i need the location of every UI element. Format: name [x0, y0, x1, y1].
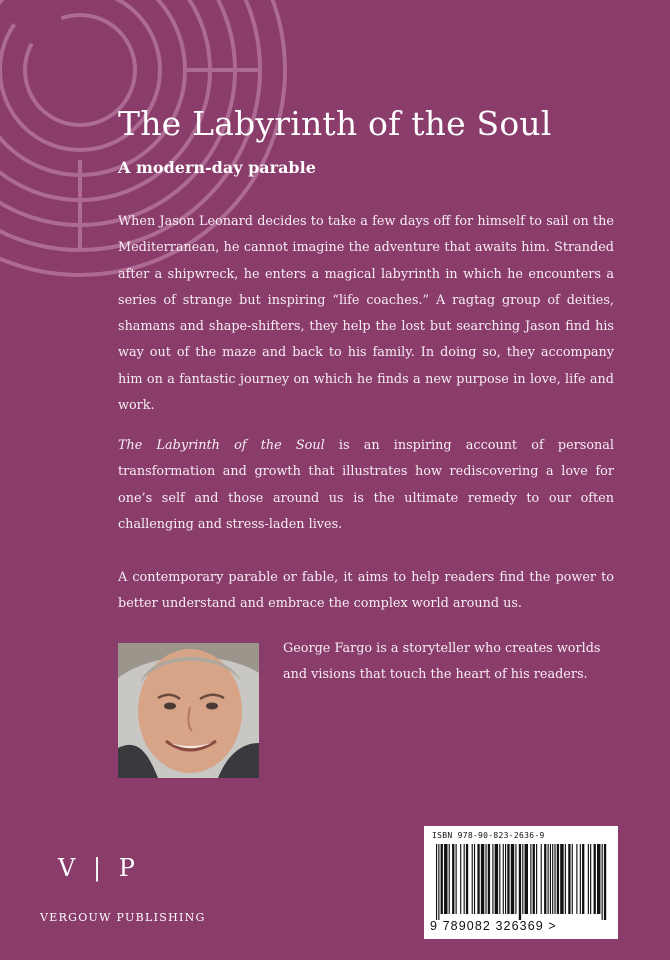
publisher-name: VERGOUW PUBLISHING: [40, 911, 206, 924]
blurb-paragraph-1: When Jason Leonard decides to take a few days off for himself to sail on the Mediterranean, he cannot imagine the adventure that awaits him. Stranded after a shipwreck, he enters a magical labyrinth in which he encounters a series of strange but inspiring “life coaches.” A ragtag group of deities, shamans and shape-shifters, they help the lost but searching Jason find his way out of the maze and back to his family. In doing so, they accompany him on a fantastic journey on which he finds a new purpose in love, life and work.: [118, 214, 614, 414]
barcode-bar: [568, 844, 570, 914]
barcode-bar: [594, 844, 596, 914]
barcode-bar: [472, 844, 473, 914]
barcode-bar: [474, 844, 475, 914]
barcode-bar: [519, 844, 521, 920]
barcode-bar: [495, 844, 498, 914]
isbn-barcode: [424, 826, 618, 939]
barcode-bar: [438, 844, 439, 920]
barcode-bar: [554, 844, 555, 914]
barcode-bar: [582, 844, 584, 914]
logo-letter-p: P: [118, 854, 139, 882]
barcode-bar: [460, 844, 461, 914]
barcode-bar: [580, 844, 581, 914]
barcode-bars: [432, 844, 610, 920]
barcode-bar: [522, 844, 523, 914]
barcode-bar: [503, 844, 504, 914]
logo-separator: |: [92, 854, 106, 882]
barcode-bar: [485, 844, 486, 914]
barcode-bar: [436, 844, 437, 920]
barcode-bar: [492, 844, 493, 914]
book-title-inline: The Labyrinth of the Soul: [118, 438, 325, 453]
barcode-bar: [507, 844, 509, 914]
barcode-bar: [449, 844, 450, 914]
barcode-bar: [544, 844, 546, 914]
barcode-bar: [536, 844, 537, 914]
barcode-bar: [572, 844, 573, 914]
barcode-bar: [505, 844, 506, 914]
barcode-bar: [576, 844, 577, 914]
barcode-bar: [565, 844, 566, 914]
barcode-bar: [466, 844, 468, 914]
barcode-bar: [530, 844, 531, 914]
barcode-bar: [533, 844, 535, 914]
barcode-bar: [604, 844, 606, 920]
barcode-bar: [464, 844, 465, 914]
barcode-bar: [481, 844, 484, 914]
blurb-paragraph-3: A contemporary parable or fable, it aims to help readers find the power to better understand and embrace the complex world around us.: [118, 570, 614, 612]
barcode-bar: [590, 844, 591, 914]
book-title: The Labyrinth of the Soul: [118, 104, 552, 143]
book-subtitle: A modern-day parable: [118, 158, 316, 177]
author-bio: George Fargo is a storyteller who creates worlds and visions that touch the heart of his readers.: [283, 641, 601, 683]
barcode-bar: [525, 844, 528, 914]
barcode-bar: [444, 844, 447, 914]
barcode-bar: [488, 844, 490, 914]
barcode-bar: [560, 844, 563, 914]
barcode-bar: [597, 844, 600, 914]
barcode-digits: 9 789082 326369 >: [430, 919, 557, 933]
barcode-bar: [541, 844, 542, 914]
barcode-bar: [456, 844, 457, 914]
barcode-bar: [515, 844, 516, 914]
author-photo: [118, 643, 259, 778]
barcode-bar: [511, 844, 514, 914]
blurb-paragraph-2: [118, 433, 614, 538]
barcode-bar: [499, 844, 500, 914]
barcode-bar: [557, 844, 559, 914]
blurb-paragraph-2-text: is an inspiring account of personal transformation and growth that illustrates how rediscovering a love for one’s self and those around us is the ultimate remedy to our often challenging and stress-laden lives.: [118, 438, 615, 532]
barcode-bar: [602, 844, 603, 920]
barcode-bar: [548, 844, 549, 914]
barcode-bar: [452, 844, 454, 914]
barcode-bar: [588, 844, 589, 914]
barcode-bar: [550, 844, 551, 914]
logo-letter-v: V: [58, 854, 80, 882]
barcode-bar: [552, 844, 553, 914]
isbn-label: ISBN 978-90-823-2636-9: [432, 831, 545, 840]
publisher-logo: [58, 854, 139, 882]
barcode-bar: [441, 844, 443, 914]
barcode-bar: [477, 844, 479, 914]
